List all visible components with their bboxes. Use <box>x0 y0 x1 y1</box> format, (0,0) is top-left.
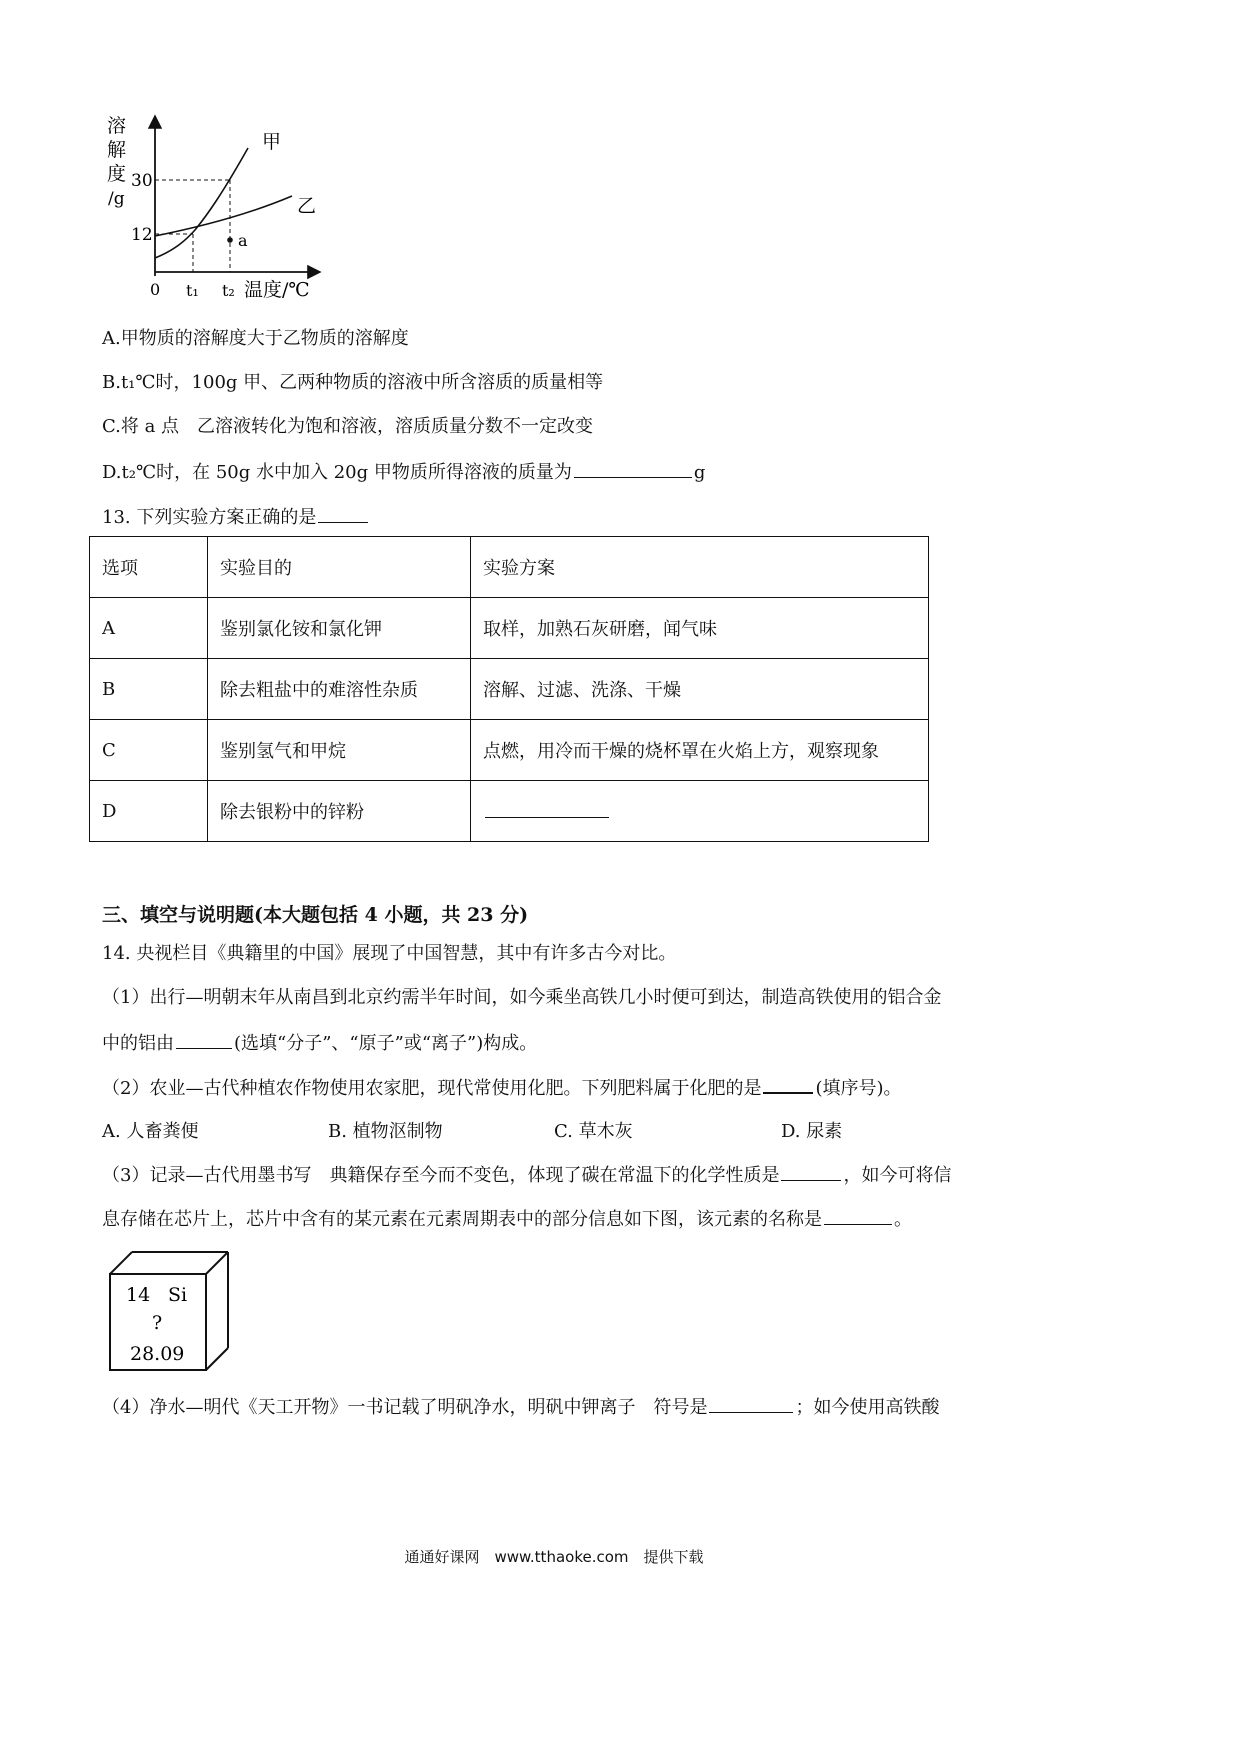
q14-part1-line1: （1）出行—明朝末年从南昌到北京约需半年时间，如今乘坐高铁几小时便可到达，制造高铁使用的铝合金 <box>102 987 942 1008</box>
point-a-label: a <box>238 231 248 250</box>
q14-part4-pre: （4）净水—明代《天工开物》一书记载了明矾净水，明矾中钾离子 符号是 <box>102 1397 708 1418</box>
element-name: ? <box>152 1312 163 1334</box>
q14-part3-post: ，如今可将信 <box>843 1165 952 1186</box>
table-row <box>90 598 929 659</box>
element-symbol: Si <box>168 1284 188 1306</box>
answer-blank[interactable] <box>709 1394 793 1413</box>
curve-yi <box>155 196 292 236</box>
table-cell: 鉴别氢气和甲烷 <box>208 720 471 781</box>
q14-choices <box>102 1117 1002 1143</box>
table-cell: C <box>90 720 208 781</box>
table-row <box>90 720 929 781</box>
atomic-number: 14 <box>126 1284 151 1306</box>
q14-part3-line2 <box>102 1206 912 1232</box>
option-a: A.甲物质的溶解度大于乙物质的溶解度 <box>102 328 409 349</box>
option-d-unit: g <box>693 462 706 483</box>
q14-part3-line1 <box>102 1162 951 1188</box>
series-label-jia: 甲 <box>262 131 282 153</box>
ytick-30: 30 <box>131 171 153 191</box>
q14-part1-line2 <box>102 1030 537 1056</box>
choice-d: D. 尿素 <box>781 1121 843 1142</box>
q14-part2 <box>102 1074 902 1101</box>
answer-blank[interactable] <box>176 1030 232 1049</box>
option-c: C.将 a 点 乙溶液转化为饱和溶液，溶质质量分数不一定改变 <box>102 416 594 437</box>
q14-part2-post: (填序号)。 <box>815 1078 902 1099</box>
q14-part4-post: ；如今使用高铁酸 <box>795 1397 940 1418</box>
q14-part4 <box>102 1394 939 1420</box>
q14-part2-pre: （2）农业—古代种植农作物使用农家肥，现代常使用化肥。下列肥料属于化肥的是 <box>102 1078 762 1099</box>
table-cell: 点燃，用冷而干燥的烧杯罩在火焰上方，观察现象 <box>471 720 929 781</box>
xtick-t1: t₁ <box>186 281 199 300</box>
q13-stem <box>102 504 370 530</box>
table-cell: 除去银粉中的锌粉 <box>208 781 471 842</box>
answer-blank[interactable] <box>485 799 609 818</box>
table-cell: 取样，加熟石灰研磨，闻气味 <box>471 598 929 659</box>
xtick-t2: t₂ <box>222 281 235 300</box>
table-header-cell: 实验方案 <box>471 537 929 598</box>
table-cell: B <box>90 659 208 720</box>
ytick-12: 12 <box>131 225 153 245</box>
curve-jia <box>155 148 248 258</box>
answer-blank[interactable] <box>318 504 368 523</box>
table-cell <box>471 781 929 842</box>
q14-part3-line2-post: 。 <box>894 1209 912 1230</box>
ylabel-unit: /g <box>108 189 125 209</box>
option-b: B.t₁℃时，100g 甲、乙两种物质的溶液中所含溶质的质量相等 <box>102 372 604 393</box>
choice-a: A. 人畜粪便 <box>102 1121 199 1142</box>
experiment-table <box>89 536 929 842</box>
table-cell: A <box>90 598 208 659</box>
ylabel-2: 解 <box>107 139 127 161</box>
table-header-cell: 选项 <box>90 537 208 598</box>
table-cell: D <box>90 781 208 842</box>
q14-part1-pre: 中的铝由 <box>102 1033 174 1054</box>
point-a <box>227 237 233 243</box>
table-header-cell: 实验目的 <box>208 537 471 598</box>
option-d <box>102 459 705 485</box>
answer-blank[interactable] <box>824 1206 892 1225</box>
section-title: 三、填空与说明题(本大题包括 4 小题，共 23 分) <box>102 904 529 926</box>
table-cell: 溶解、过滤、洗涤、干燥 <box>471 659 929 720</box>
answer-blank[interactable] <box>574 459 692 478</box>
table-cell: 鉴别氯化铵和氯化钾 <box>208 598 471 659</box>
choice-b: B. 植物沤制物 <box>328 1121 443 1142</box>
q13-stem-text: 13. 下列实验方案正确的是 <box>102 507 317 528</box>
option-d-text: D.t₂℃时，在 50g 水中加入 20g 甲物质所得溶液的质量为 <box>102 462 572 483</box>
xlabel: 温度/℃ <box>244 279 310 301</box>
choice-c: C. 草木灰 <box>554 1121 633 1142</box>
table-cell: 除去粗盐中的难溶性杂质 <box>208 659 471 720</box>
table-row <box>90 781 929 842</box>
answer-blank[interactable] <box>781 1162 841 1181</box>
table-header-row <box>90 537 929 598</box>
ylabel-1: 溶 <box>107 115 127 137</box>
q14-part1-post: (选填“分子”、“原子”或“离子”)构成。 <box>234 1033 538 1054</box>
q14-stem: 14. 央视栏目《典籍里的中国》展现了中国智慧，其中有许多古今对比。 <box>102 943 677 964</box>
table-row <box>90 659 929 720</box>
atomic-mass: 28.09 <box>130 1343 185 1365</box>
element-box <box>108 1250 248 1376</box>
ylabel-3: 度 <box>107 163 127 185</box>
series-label-yi: 乙 <box>297 195 317 217</box>
solubility-graph <box>0 110 360 310</box>
answer-blank[interactable] <box>763 1074 813 1094</box>
origin-label: 0 <box>150 280 161 299</box>
q14-part3-pre: （3）记录—古代用墨书写 典籍保存至今而不变色，体现了碳在常温下的化学性质是 <box>102 1165 780 1186</box>
page-footer: 通通好课网 www.tthaoke.com 提供下载 <box>404 1548 704 1566</box>
q14-part3-line2-pre: 息存储在芯片上，芯片中含有的某元素在元素周期表中的部分信息如下图，该元素的名称是 <box>102 1209 822 1230</box>
